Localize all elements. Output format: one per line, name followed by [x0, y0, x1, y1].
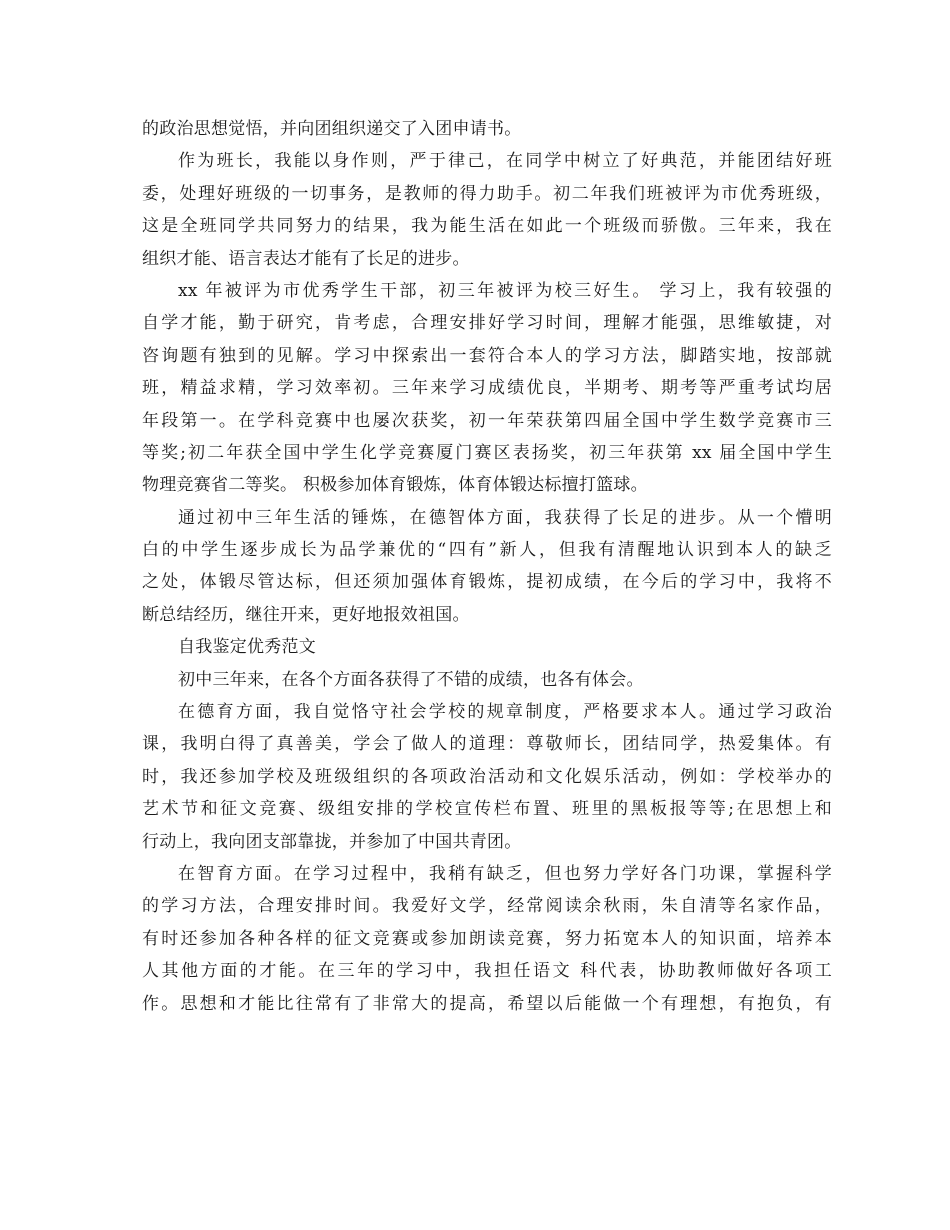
text-line: 初中三年来，在各个方面各获得了不错的成绩，也各有体会。: [178, 669, 644, 690]
text-line: 通过初中三年生活的锤炼，在德智体方面，我获得了长足的进步。从一个懵明: [178, 507, 832, 528]
text-line: 在德育方面，我自觉恪守社会学校的规章制度，严格要求本人。通过学习政治: [178, 702, 832, 723]
text-line: 人其他方面的才能。在三年的学习中，我担任语文 科代表，协助教师做好各项工: [142, 961, 832, 982]
text-line: 班，精益求精，学习效率初。三年来学习成绩优良，半期考、期考等严重考试均居: [142, 378, 832, 399]
text-line: 作。思想和才能比往常有了非常大的提高，希望以后能做一个有理想，有抱负，有: [142, 993, 832, 1014]
text-line: 这是全班同学共同努力的结果，我为能生活在如此一个班级而骄傲。三年来，我在: [142, 216, 832, 237]
text-line: 白的中学生逐步成长为品学兼优的“四有”新人，但我有清醒地认识到本人的缺乏: [142, 540, 832, 561]
document-body: [142, 113, 832, 1020]
text-line: 行动上，我向团支部靠拢，并参加了中国共青团。: [142, 831, 522, 852]
text-line: 的政治思想觉悟，并向团组织递交了入团申请书。: [142, 119, 522, 139]
text-line: 委，处理好班级的一切事务，是教师的得力助手。初二年我们班被评为市优秀班级，: [142, 183, 832, 204]
text-line: 年段第一。在学科竞赛中也屡次获奖，初一年荣获第四届全国中学生数学竞赛市三: [142, 410, 832, 431]
text-line: 课，我明白得了真善美，学会了做人的道理：尊敬师长，团结同学，热爱集体。有: [142, 734, 832, 755]
text-line: 在智育方面。在学习过程中，我稍有缺乏，但也努力学好各门功课，掌握科学: [178, 863, 832, 884]
text-line: 断总结经历，继往开来，更好地报效祖国。: [142, 604, 470, 625]
text-line: 时，我还参加学校及班级组织的各项政治活动和文化娱乐活动，例如：学校举办的: [142, 766, 832, 787]
text-line: xx 年被评为市优秀学生干部，初三年被评为校三好生。 学习上，我有较强的: [178, 280, 832, 301]
text-line: 物理竞赛省二等奖。 积极参加体育锻炼，体育体锻达标擅打篮球。: [142, 475, 648, 496]
text-line: 之处，体锻尽管达标，但还须加强体育锻炼，提初成绩，在今后的学习中，我将不: [142, 572, 832, 593]
text-line: 有时还参加各种各样的征文竞赛或参加朗读竞赛，努力拓宽本人的知识面，培养本: [142, 928, 832, 949]
text-line: 自学才能，勤于研究，肯考虑，合理安排好学习时间，理解才能强，思维敏捷，对: [142, 313, 832, 334]
text-line: 咨询题有独到的见解。学习中探索出一套符合本人的学习方法，脚踏实地，按部就: [142, 345, 832, 366]
text-line: 的学习方法，合理安排时间。我爱好文学，经常阅读余秋雨，朱自清等名家作品，: [142, 896, 832, 917]
text-line: 组织才能、语言表达才能有了长足的进步。: [142, 248, 470, 269]
text-line: 艺术节和征文竞赛、级组安排的学校宣传栏布置、班里的黑板报等等;在思想上和: [142, 799, 832, 820]
text-line: 自我鉴定优秀范文: [178, 637, 316, 658]
text-line: 等奖;初二年获全国中学生化学竞赛厦门赛区表扬奖，初三年获第 xx 届全国中学生: [142, 442, 832, 463]
text-line: 作为班长，我能以身作则，严于律己，在同学中树立了好典范，并能团结好班: [178, 151, 832, 172]
